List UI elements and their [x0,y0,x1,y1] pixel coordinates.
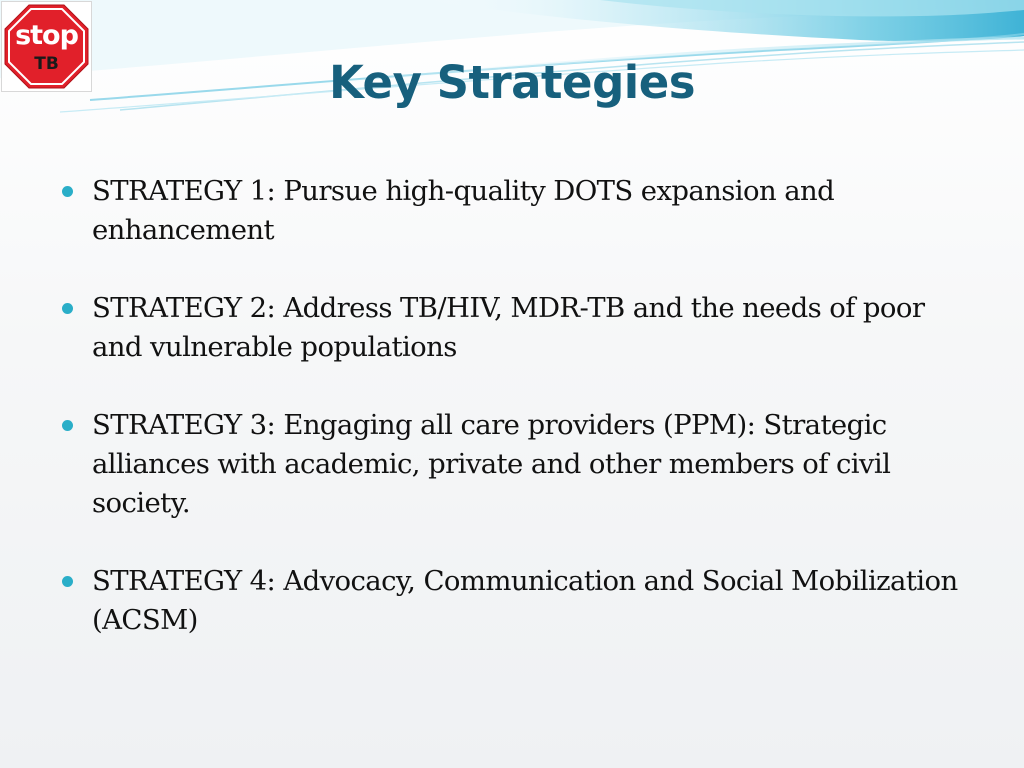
list-item-text: STRATEGY 4: Advocacy, Communication and Social Mobilization (ACSM) [92,565,958,636]
logo-line-2: TB [34,54,59,74]
list-item [60,289,960,367]
bullet-dot-icon [62,576,73,587]
list-item [60,406,960,523]
list-item [60,562,960,640]
list-item-text: STRATEGY 3: Engaging all care providers (PPM): Strategic alliances with academic, private and other members of civil society. [92,409,891,519]
bullet-dot-icon [62,186,73,197]
bullet-dot-icon [62,420,73,431]
strategy-list [60,172,960,640]
list-item-text: STRATEGY 2: Address TB/HIV, MDR-TB and the needs of poor and vulnerable populations [92,292,925,363]
slide-title: Key Strategies [328,56,696,109]
bullet-dot-icon [62,303,73,314]
logo-line-1: stop [15,20,78,51]
list-item [60,172,960,250]
list-item-text: STRATEGY 1: Pursue high-quality DOTS expansion and enhancement [92,175,835,246]
